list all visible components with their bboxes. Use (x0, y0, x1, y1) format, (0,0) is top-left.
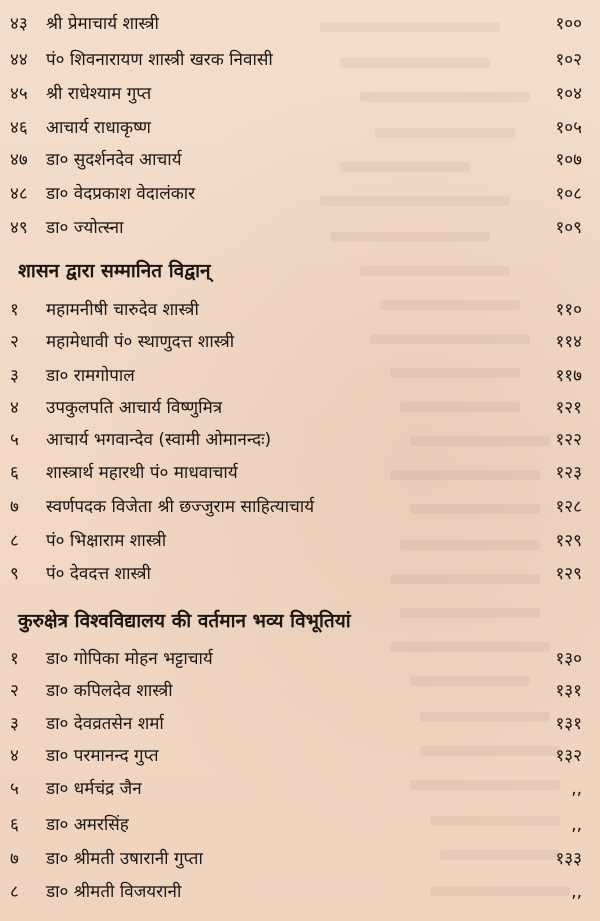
entry-name: डा० वेदप्रकाश वेदालंकार (46, 184, 196, 204)
list-item (0, 643, 600, 676)
entry-name: डा० रामगोपाल (46, 366, 135, 386)
list-item (0, 708, 600, 741)
list-item (0, 525, 600, 558)
section-heading: शासन द्वारा सम्मानित विद्वान् (18, 260, 211, 282)
entry-name: पं० शिवनारायण शास्त्री खरक निवासी (46, 50, 273, 70)
list-item (0, 558, 600, 591)
entry-page: १२९ (555, 564, 582, 584)
entry-name: श्री राधेश्याम गुप्त (46, 84, 152, 104)
entry-page: १०५ (555, 118, 582, 138)
entry-number: ४५ (10, 84, 28, 104)
entry-page: १३१ (555, 681, 582, 701)
entry-name: डा० कपिलदेव शास्त्री (46, 681, 173, 701)
entry-number: ४७ (10, 150, 28, 170)
list-item (0, 178, 600, 211)
list-item (0, 212, 600, 245)
list-item (0, 112, 600, 145)
entry-page: १०४ (555, 84, 582, 104)
entry-number: ४४ (10, 50, 28, 70)
entry-name: आचार्य भगवान्देव (स्वामी ओमानन्दः) (46, 430, 272, 450)
entry-page: १०९ (555, 218, 582, 238)
entry-page: १३१ (555, 714, 582, 734)
entry-name: स्वर्णपदक विजेता श्री छज्जुराम साहित्याचार्य (46, 497, 315, 517)
entry-name: डा० अमरसिंह (46, 815, 129, 835)
entry-number: ७ (10, 849, 19, 869)
entry-page: १३० (555, 649, 582, 669)
entry-name: डा० गोपिका मोहन भट्टाचार्य (46, 649, 213, 669)
list-item (0, 78, 600, 111)
entry-number: ६ (10, 815, 19, 835)
entry-name: डा० देवव्रतसेन शर्मा (46, 714, 164, 734)
entry-number: ८ (10, 531, 19, 551)
list-item (0, 675, 600, 708)
entry-page: ,, (571, 882, 582, 902)
entry-name: महामनीषी चारुदेव शास्त्री (46, 300, 199, 320)
entry-number: १ (10, 649, 19, 669)
entry-number: ५ (10, 430, 19, 450)
entry-page: ११७ (555, 366, 582, 386)
list-item (0, 144, 600, 177)
entry-number: ४९ (10, 218, 28, 238)
list-item (0, 457, 600, 490)
entry-number: ४८ (10, 184, 28, 204)
entry-name: डा० ज्योत्स्ना (46, 218, 124, 238)
entry-name: डा० धर्मचंद्र जैन (46, 779, 142, 799)
entry-number: १ (10, 300, 19, 320)
entry-page: ,, (571, 779, 582, 799)
list-item (0, 392, 600, 425)
list-item (0, 740, 600, 773)
entry-name: महामेधावी पं० स्थाणुदत्त शास्त्री (46, 332, 235, 352)
entry-page: ,, (571, 815, 582, 835)
entry-page: १०२ (555, 50, 582, 70)
entry-number: ४३ (10, 14, 28, 34)
entry-number: ४६ (10, 118, 28, 138)
entry-number: २ (10, 332, 19, 352)
entry-page: १०० (555, 14, 582, 34)
list-item (0, 809, 600, 842)
section-heading: कुरुक्षेत्र विश्वविद्यालय की वर्तमान भव्य विभूतियां (18, 610, 351, 632)
entry-name: आचार्य राधाकृष्ण (46, 118, 151, 138)
list-item (0, 44, 600, 77)
entry-number: ९ (10, 564, 19, 584)
list-item (0, 326, 600, 359)
list-item (0, 294, 600, 327)
entry-name: डा० सुदर्शनदेव आचार्य (46, 150, 182, 170)
entry-name: डा० श्रीमती उषारानी गुप्ता (46, 849, 203, 869)
entry-name: डा० श्रीमती विजयरानी (46, 882, 182, 902)
entry-page: १२२ (555, 430, 582, 450)
entry-number: ३ (10, 714, 19, 734)
entry-number: ४ (10, 398, 19, 418)
list-item (0, 424, 600, 457)
entry-page: ११० (555, 300, 582, 320)
entry-number: ७ (10, 497, 19, 517)
entry-name: शास्त्रार्थ महारथी पं० माधवाचार्य (46, 463, 238, 483)
list-item (0, 773, 600, 806)
entry-page: १३३ (555, 849, 582, 869)
entry-number: ४ (10, 746, 19, 766)
list-item (0, 8, 600, 41)
entry-page: १२१ (555, 398, 582, 418)
entry-name: डा० परमानन्द गुप्त (46, 746, 159, 766)
entry-page: १०७ (555, 150, 582, 170)
entry-name: पं० देवदत्त शास्त्री (46, 564, 151, 584)
list-item (0, 491, 600, 524)
entry-page: १०८ (555, 184, 582, 204)
entry-page: ११४ (555, 332, 582, 352)
entry-name: श्री प्रेमाचार्य शास्त्री (46, 14, 159, 34)
entry-number: ३ (10, 366, 19, 386)
entry-page: १२३ (555, 463, 582, 483)
list-item (0, 360, 600, 393)
entry-page: १२८ (555, 497, 582, 517)
entry-page: १३२ (555, 746, 582, 766)
list-item (0, 876, 600, 909)
entry-page: १२९ (555, 531, 582, 551)
entry-number: ८ (10, 882, 19, 902)
entry-number: ५ (10, 779, 19, 799)
entry-name: उपकुलपति आचार्य विष्णुमित्र (46, 398, 223, 418)
list-item (0, 843, 600, 876)
entry-number: ६ (10, 463, 19, 483)
entry-number: २ (10, 681, 19, 701)
entry-name: पं० भिक्षाराम शास्त्री (46, 531, 167, 551)
